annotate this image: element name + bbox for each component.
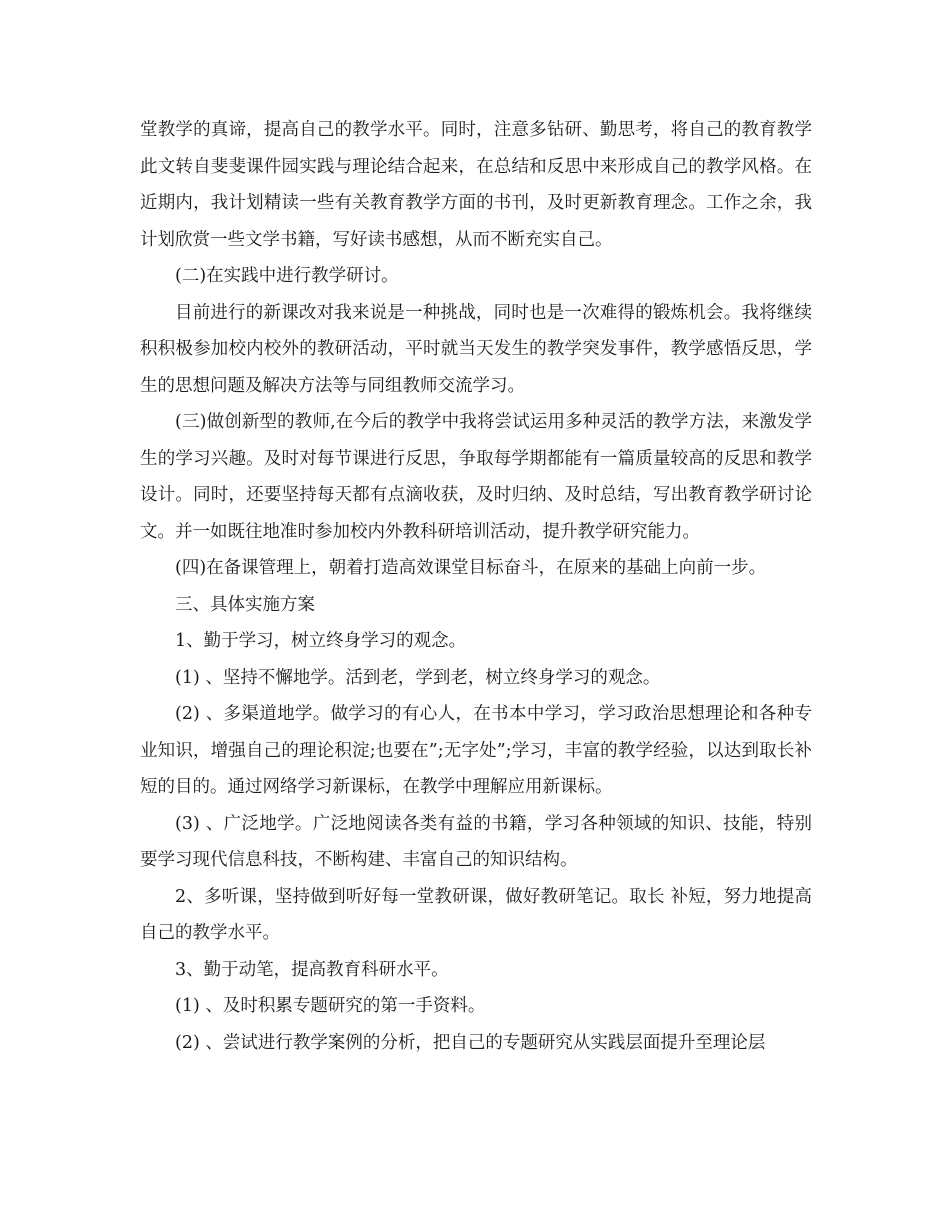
paragraph-new-curriculum: 目前进行的新课改对我来说是一种挑战，同时也是一次难得的锻炼机会。我将继续积积极参加校内校外的教研活动，平时就当天发生的教学突发事件，教学感悟反思，学生的思想问题及解决方法等与同组教师交流学习。	[140, 302, 812, 396]
paragraph-item-2: 2、多听课，坚持做到听好每一堂教研课，做好教研笔记。取长 补短，努力地提高自己的教学水平。	[140, 886, 812, 943]
paragraph-item-1-2: (2) 、多渠道地学。做学习的有心人，在书本中学习，学习政治思想理论和各种专业知识，增强自己的理论积淀;也要在”;无字处”;学习，丰富的教学经验，以达到取长补短的目的。通过网络学习新课标，在教学中理解应用新课标。	[140, 704, 812, 797]
paragraph-item-1: 1、勤于学习，树立终身学习的观念。	[175, 631, 467, 651]
document-body	[140, 112, 812, 1061]
paragraph-implementation-heading: 三、具体实施方案	[175, 594, 315, 615]
paragraph-section-four: (四)在备课管理上，朝着打造高效课堂目标奋斗，在原来的基础上向前一步。	[175, 558, 767, 578]
paragraph-section-three: (三)做创新型的教师,在今后的教学中我将尝试运用多种灵活的教学方法，来激发学生的学习兴趣。及时对每节课进行反思，争取每学期都能有一篇质量较高的反思和教学设计。同时，还要坚持每天都有点滴收获，及时归纳、及时总结，写出教育教学研讨论文。并一如既往地准时参加校内外教科研培训活动，提升教学研究能力。	[140, 412, 812, 542]
paragraph-item-3-1: (1) 、及时积累专题研究的第一手资料。	[175, 996, 486, 1016]
paragraph-continuation: 堂教学的真谛，提高自己的教学水平。同时，注意多钻研、勤思考，将自己的教育教学此文转自斐斐课件园实践与理论结合起来，在总结和反思中来形成自己的教学风格。在近期内，我计划精读一些有关教育教学方面的书刊，及时更新教育理念。工作之余，我计划欣赏一些文学书籍，写好读书感想，从而不断充实自己。	[140, 120, 812, 250]
paragraph-item-3-2: (2) 、尝试进行教学案例的分析，把自己的专题研究从实践层面提升至理论层	[175, 1032, 766, 1053]
paragraph-section-two-heading: (二)在实践中进行教学研讨。	[175, 266, 399, 286]
paragraph-item-1-1: (1) 、坚持不懈地学。活到老，学到老，树立终身学习的观念。	[175, 667, 661, 688]
paragraph-item-3: 3、勤于动笔，提高教育科研水平。	[175, 959, 449, 980]
paragraph-item-1-3: (3) 、广泛地学。广泛地阅读各类有益的书籍，学习各种领域的知识、技能，特别要学习现代信息科技，不断构建、丰富自己的知识结构。	[140, 813, 812, 870]
